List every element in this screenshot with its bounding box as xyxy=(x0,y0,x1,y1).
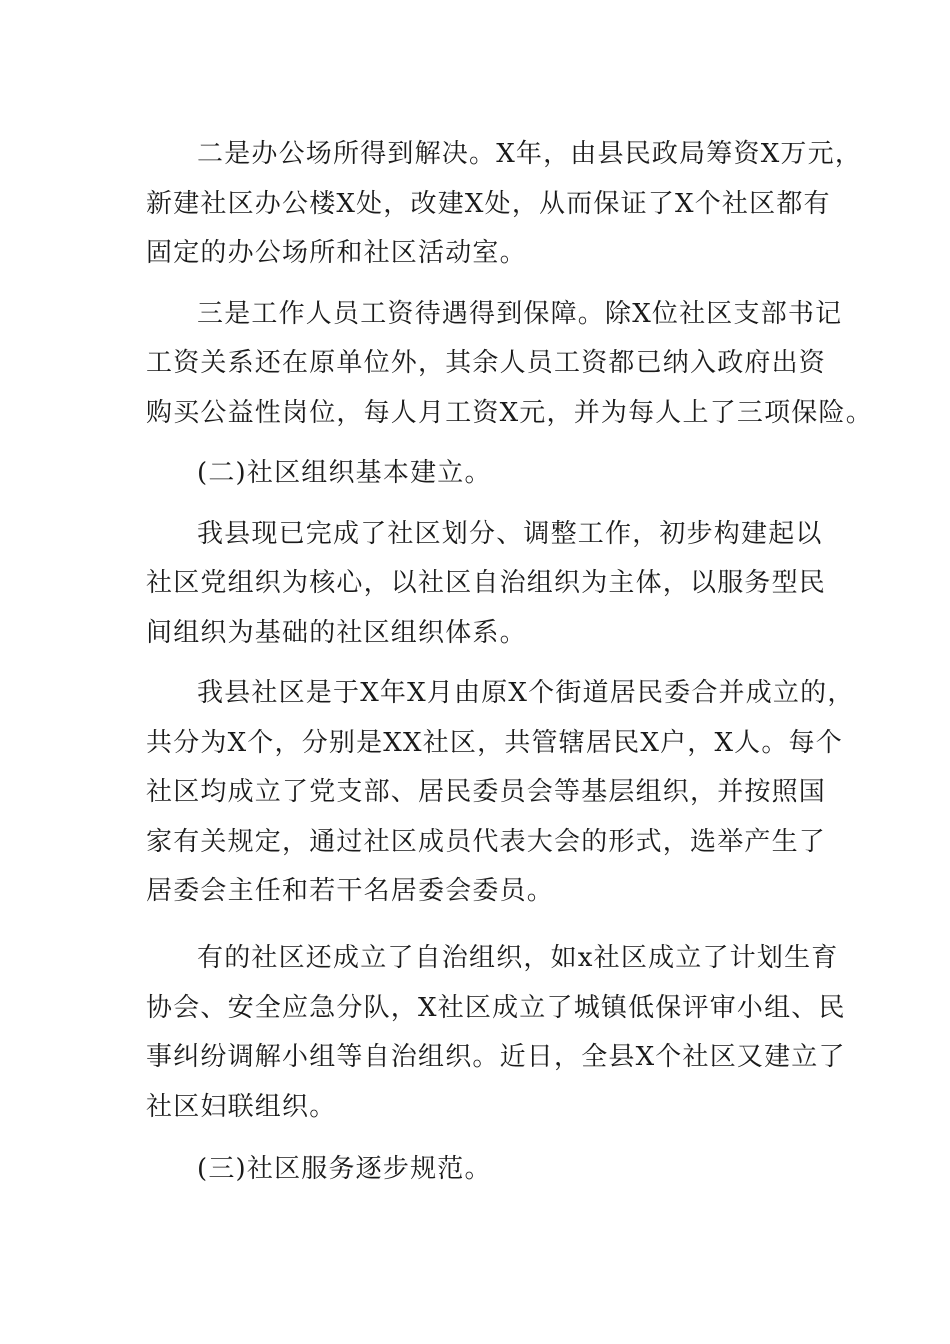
paragraph-line: 共分为X个，分别是XX社区，共管辖居民X户，X人。每个 xyxy=(146,728,843,758)
paragraph-line: 家有关规定，通过社区成员代表大会的形式，选举产生了 xyxy=(146,827,827,857)
paragraph-line: 间组织为基础的社区组织体系。 xyxy=(146,618,527,648)
paragraph-line: 社区均成立了党支部、居民委员会等基层组织，并按照国 xyxy=(146,777,827,807)
paragraph-line: 社区妇联组织。 xyxy=(146,1092,337,1122)
paragraph-line: 购买公益性岗位，每人月工资X元，并为每人上了三项保险。 xyxy=(146,398,873,428)
paragraph-line: 我县社区是于X年X月由原X个街道居民委合并成立的， xyxy=(197,678,855,708)
paragraph-line: 协会、安全应急分队，X社区成立了城镇低保评审小组、民 xyxy=(146,993,846,1023)
paragraph-line: 我县现已完成了社区划分、调整工作，初步构建起以 xyxy=(197,519,823,549)
paragraph-line: 事纠纷调解小组等自治组织。近日，全县X个社区又建立了 xyxy=(146,1042,846,1072)
paragraph-line: 二是办公场所得到解决。X年，由县民政局筹资X万元， xyxy=(197,139,863,169)
paragraph-line: 固定的办公场所和社区活动室。 xyxy=(146,238,527,268)
paragraph-line: 居委会主任和若干名居委会委员。 xyxy=(146,876,555,906)
section-heading: (二)社区组织基本建立。 xyxy=(197,458,492,488)
section-heading: (三)社区服务逐步规范。 xyxy=(197,1154,492,1184)
paragraph-line: 新建社区办公楼X处，改建X处，从而保证了X个社区都有 xyxy=(146,189,831,219)
paragraph-line: 三是工作人员工资待遇得到保障。除X位社区支部书记 xyxy=(197,299,843,329)
paragraph-line: 社区党组织为核心，以社区自治组织为主体，以服务型民 xyxy=(146,568,827,598)
paragraph-line: 工资关系还在原单位外，其余人员工资都已纳入政府出资 xyxy=(146,348,827,378)
paragraph-line: 有的社区还成立了自治组织，如x社区成立了计划生育 xyxy=(197,943,839,973)
